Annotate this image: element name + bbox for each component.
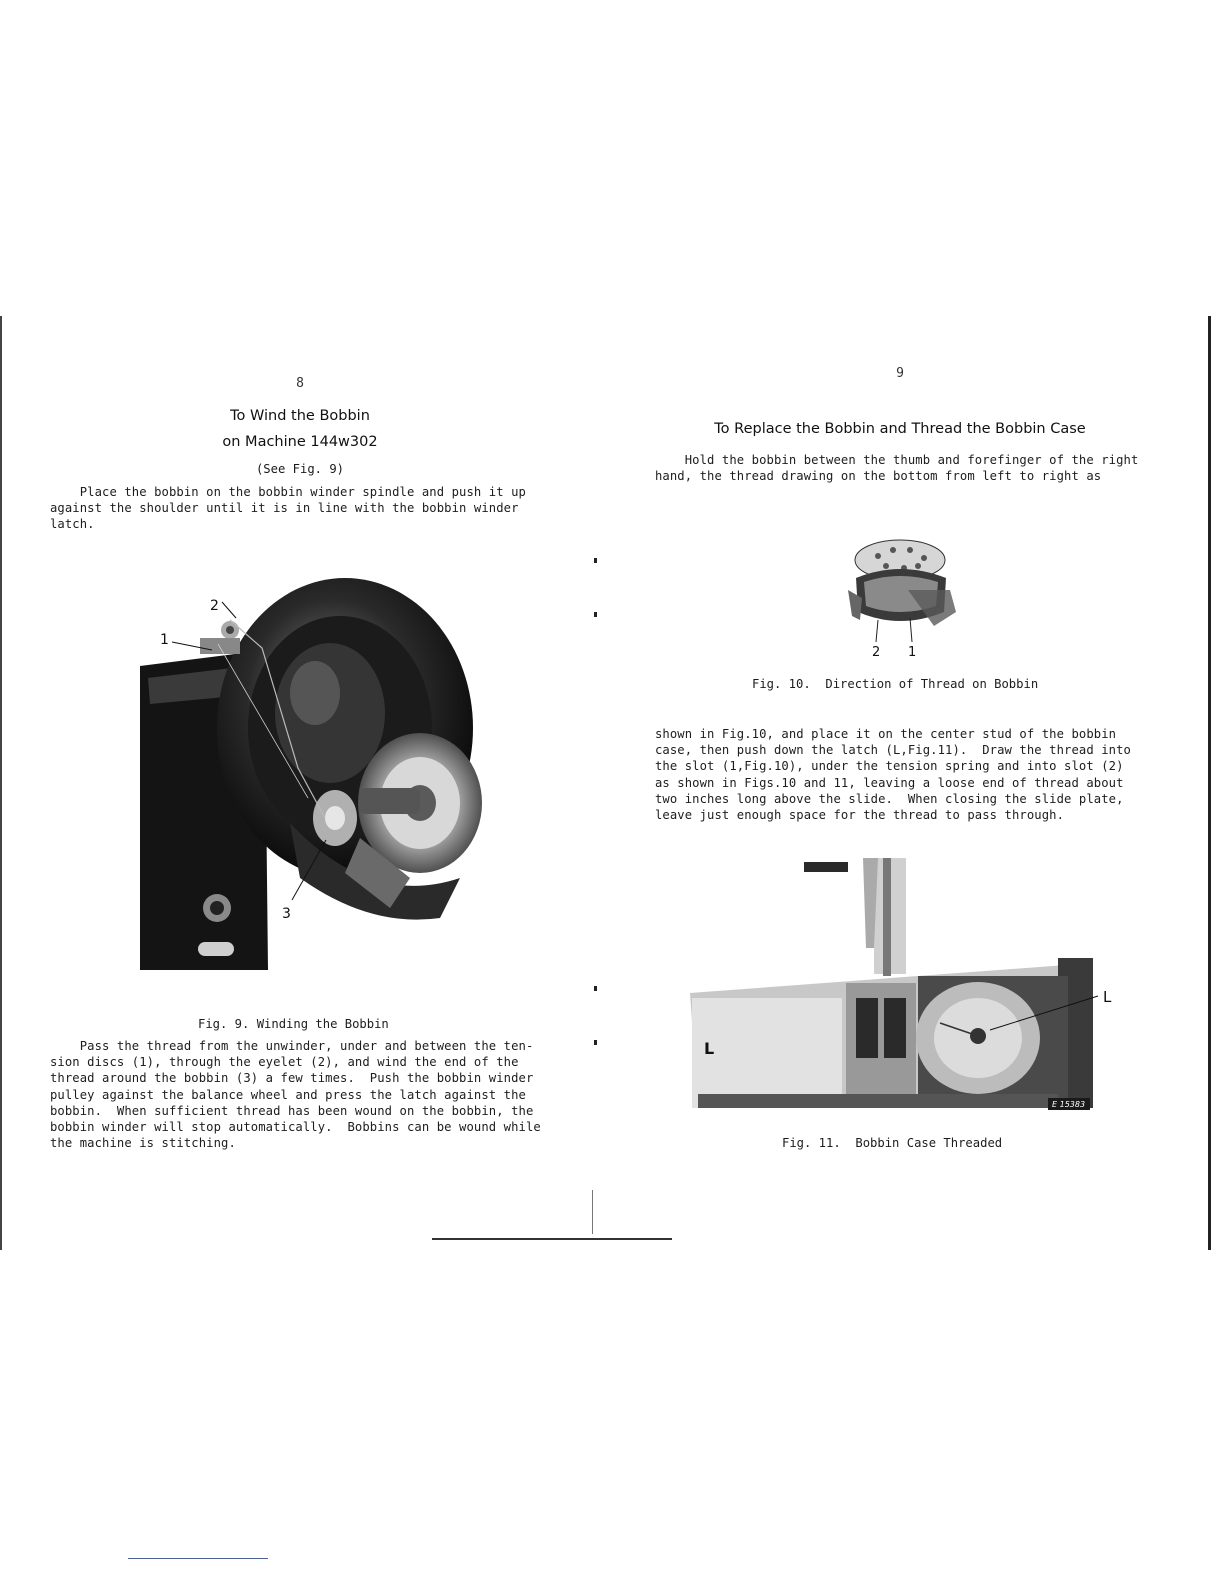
section-heading: To Wind the Bobbin (230, 408, 370, 424)
text-line: Pass the thread from the unwinder, under and between the ten- (50, 1039, 534, 1053)
text-line: leave just enough space for the thread to pass through. (655, 808, 1065, 823)
figure-caption: Fig. 9. Winding the Bobbin (198, 1017, 389, 1031)
intro-paragraph (50, 484, 526, 533)
text-line: bobbin. When sufficient thread has been wound on the bobbin, the (50, 1103, 534, 1118)
figure-label-2: 2 (872, 645, 881, 660)
text-line: bobbin winder will stop automatically. Bobbins can be wound while (50, 1120, 541, 1135)
text-line: against the shoulder until it is in line with the bobbin winder (50, 501, 519, 516)
intro-paragraph (655, 452, 1138, 484)
footer-rule (128, 1558, 268, 1559)
figure-label-2: 2 (210, 598, 219, 614)
text-line: sion discs (1), through the eyelet (2), and wind the end of the (50, 1055, 519, 1070)
gutter-dot (594, 558, 597, 563)
text-line: two inches long above the slide. When closing the slide plate, (655, 791, 1124, 806)
page-number: 9 (896, 366, 904, 381)
body-paragraph (655, 726, 1131, 823)
gutter-mark (592, 1190, 593, 1234)
page-number: 8 (296, 376, 304, 391)
text-line: Place the bobbin on the bobbin winder spindle and push it up (50, 485, 526, 499)
text-line: Hold the bobbin between the thumb and forefinger of the right (655, 453, 1139, 467)
gutter-dot (594, 986, 597, 991)
section-heading: To Replace the Bobbin and Thread the Bobbin Case (714, 421, 1086, 437)
gutter-dot (594, 612, 597, 617)
text-line: the slot (1,Fig.10), under the tension spring and into slot (2) (655, 759, 1124, 774)
gutter-dot (594, 1040, 597, 1045)
figure-label-l-left: L (704, 1039, 715, 1058)
figure-11-image (678, 858, 1118, 1114)
figure-stamp: E 15383 (1052, 1100, 1086, 1109)
text-line: thread around the bobbin (3) a few times. Push the bobbin winder (50, 1071, 534, 1086)
figure-label-3: 3 (282, 906, 291, 922)
text-line: the machine is stitching. (50, 1136, 236, 1151)
right-page-edge (1208, 316, 1211, 1250)
text-line: pulley against the balance wheel and press the latch against the (50, 1087, 526, 1102)
figure-caption: Fig. 10. Direction of Thread on Bobbin (752, 677, 1039, 691)
body-paragraph (50, 1038, 541, 1151)
text-line: case, then push down the latch (L,Fig.11). Draw the thread into (655, 743, 1131, 758)
section-subheading: on Machine 144w302 (222, 434, 378, 450)
figure-label-l: L (1103, 988, 1112, 1006)
figure-9-image (140, 578, 576, 970)
text-line: latch. (50, 517, 95, 532)
figure-10-image (838, 520, 968, 660)
figure-reference: (See Fig. 9) (255, 462, 345, 476)
text-line: shown in Fig.10, and place it on the center stud of the bobbin (655, 727, 1117, 741)
text-line: as shown in Figs.10 and 11, leaving a loose end of thread about (655, 775, 1124, 790)
figure-caption: Fig. 11. Bobbin Case Threaded (782, 1136, 1003, 1150)
text-line: hand, the thread drawing on the bottom from left to right as (655, 469, 1102, 484)
left-page-edge (0, 316, 2, 1250)
gutter-bottom-rule (432, 1238, 672, 1240)
figure-label-1: 1 (908, 645, 917, 660)
figure-label-1: 1 (160, 632, 169, 648)
